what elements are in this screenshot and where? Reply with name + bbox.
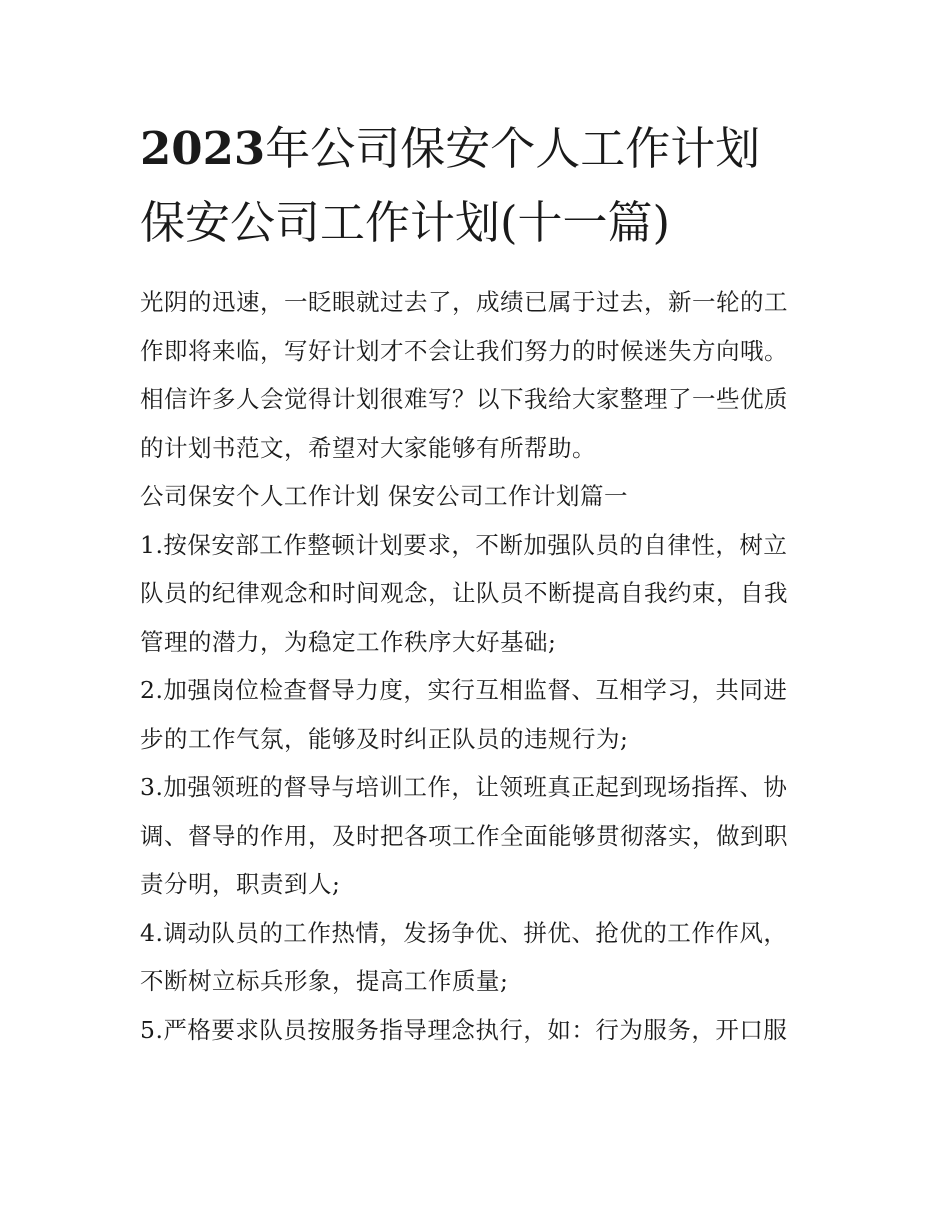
body-line: 队员的纪律观念和时间观念，让队员不断提高自我约束，自我: [140, 579, 788, 607]
body-line: 的计划书范文，希望对大家能够有所帮助。: [140, 433, 596, 462]
body-line: 相信许多人会觉得计划很难写？以下我给大家整理了一些优质: [140, 385, 788, 413]
section-heading: 公司保安个人工作计划 保安公司工作计划篇一: [140, 482, 628, 510]
title-year: 2023: [140, 122, 266, 175]
body-line: 不断树立标兵形象，提高工作质量;: [140, 967, 509, 995]
title-line-1-text: 年公司保安个人工作计划: [265, 122, 761, 175]
body-line: 步的工作气氛，能够及时纠正队员的违规行为;: [140, 724, 629, 753]
body-line: 作即将来临，写好计划才不会让我们努力的时候迷失方向哦。: [140, 336, 788, 365]
document-body: [140, 278, 820, 1054]
title-line-1: [140, 112, 830, 186]
body-line: 光阴的迅速，一眨眼就过去了，成绩已属于过去，新一轮的工: [140, 288, 788, 316]
body-line: 2.加强岗位检查督导力度，实行互相监督、互相学习，共同进: [140, 676, 788, 704]
body-line: 调、督导的作用，及时把各项工作全面能够贯彻落实，做到职: [140, 821, 788, 850]
title-line-2: 保安公司工作计划(十一篇): [140, 196, 671, 249]
body-line: 5.严格要求队员按服务指导理念执行，如：行为服务，开口服: [140, 1015, 788, 1044]
body-line: 管理的潜力，为稳定工作秩序大好基础;: [140, 627, 557, 656]
body-line: 责分明，职责到人;: [140, 870, 341, 898]
body-line: 1.按保安部工作整顿计划要求，不断加强队员的自律性，树立: [140, 530, 788, 559]
body-line: 4.调动队员的工作热情，发扬争优、拼优、抢优的工作作风，: [140, 918, 788, 947]
document-title: [140, 112, 830, 260]
body-line: 3.加强领班的督导与培训工作，让领班真正起到现场指挥、协: [140, 773, 788, 801]
